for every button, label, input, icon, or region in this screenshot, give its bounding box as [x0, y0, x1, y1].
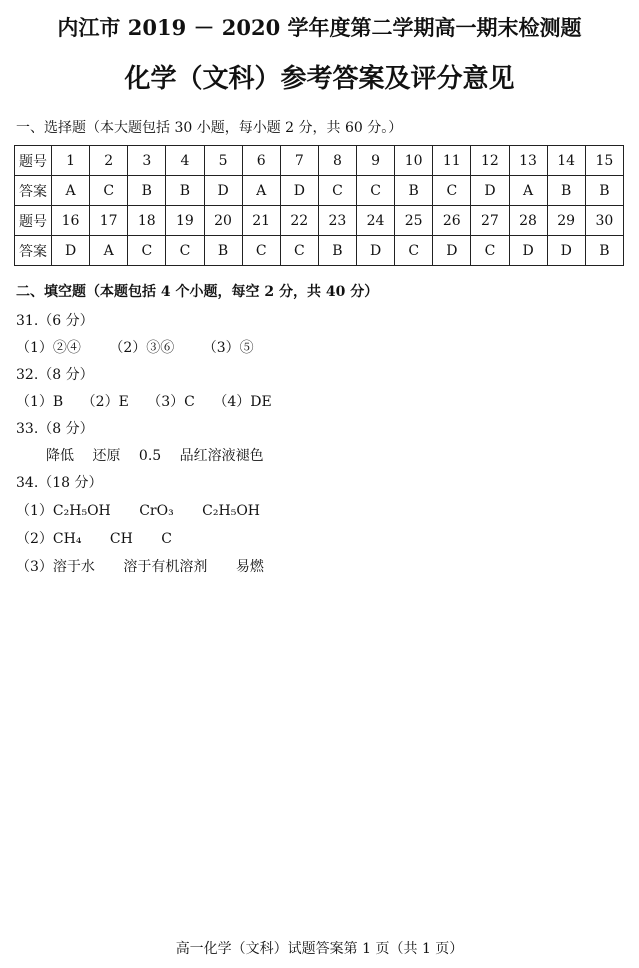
table-cell: 30 — [585, 206, 623, 236]
q32-part-4: （4）DE — [213, 394, 272, 410]
table-cell: D — [280, 176, 318, 206]
q32-answers — [16, 391, 272, 411]
table-cell: 9 — [357, 146, 395, 176]
table-cell: B — [547, 176, 585, 206]
q34-line-3-answer-1: 溶于水 — [52, 559, 95, 575]
exam-title: 内江市 2019 － 2020 学年度第二学期高一期末检测题 — [57, 15, 582, 40]
table-cell: 4 — [166, 146, 204, 176]
q34-line-2-answer-1: CH₄ — [52, 531, 82, 547]
q32-part-1: （1）B — [16, 394, 64, 410]
table-cell: 2 — [90, 146, 128, 176]
table-row — [15, 236, 624, 266]
q32-part-3: （3）C — [147, 394, 195, 410]
q34-header: 34.（18 分） — [16, 475, 103, 491]
q34-line-2-answer-2: CH — [109, 531, 133, 547]
q33-answer-4: 品红溶液褪色 — [179, 448, 264, 464]
table-cell: C — [471, 236, 509, 266]
table-cell: C — [395, 236, 433, 266]
table-cell: 29 — [547, 206, 585, 236]
table-cell: 24 — [357, 206, 395, 236]
q31-part-1: （1）②④ — [16, 340, 81, 356]
table-cell: 28 — [509, 206, 547, 236]
page-footer: 高一化学（文科）试题答案第 1 页（共 1 页） — [175, 941, 464, 957]
table-cell: 1 — [52, 146, 90, 176]
table-cell: C — [128, 236, 166, 266]
table-cell: A — [52, 176, 90, 206]
table-cell: 18 — [128, 206, 166, 236]
q34-line-2 — [16, 528, 172, 548]
q32-header: 32.（8 分） — [16, 367, 94, 383]
table-cell: D — [509, 236, 547, 266]
q31-header: 31.（6 分） — [16, 313, 94, 329]
q34-line-3 — [16, 556, 264, 576]
table-cell: B — [318, 236, 356, 266]
table-cell: 12 — [471, 146, 509, 176]
row-label: 答案 — [15, 176, 52, 206]
table-cell: C — [318, 176, 356, 206]
table-cell: B — [166, 176, 204, 206]
table-cell: C — [280, 236, 318, 266]
q34-line-1-answer-3: C₂H₅OH — [202, 503, 261, 519]
multiple-choice-answer-table — [14, 145, 624, 266]
table-cell: 8 — [318, 146, 356, 176]
table-cell: C — [166, 236, 204, 266]
table-cell: D — [357, 236, 395, 266]
q31-answers — [16, 337, 254, 357]
q31-part-3: （3）⑤ — [202, 340, 254, 356]
q33-answer-2: 还原 — [92, 448, 121, 464]
q33-answer-3: 0.5 — [138, 448, 162, 464]
table-cell: A — [509, 176, 547, 206]
table-cell: 27 — [471, 206, 509, 236]
q34-line-2-prefix: （2） — [16, 531, 53, 547]
table-cell: 7 — [280, 146, 318, 176]
table-cell: 19 — [166, 206, 204, 236]
table-cell: B — [395, 176, 433, 206]
table-cell: 11 — [433, 146, 471, 176]
table-cell: B — [204, 236, 242, 266]
q33-header: 33.（8 分） — [16, 421, 94, 437]
table-cell: D — [433, 236, 471, 266]
table-cell: 3 — [128, 146, 166, 176]
answer-key-title: 化学（文科）参考答案及评分意见 — [124, 64, 515, 94]
table-cell: 14 — [547, 146, 585, 176]
table-row — [15, 206, 624, 236]
section-2-heading: 二、填空题（本题包括 4 个小题，每空 2 分，共 40 分） — [16, 284, 379, 300]
table-cell: 22 — [280, 206, 318, 236]
table-cell: 13 — [509, 146, 547, 176]
q34-line-1-answer-2: CrO₃ — [139, 503, 174, 519]
q32-part-2: （2）E — [81, 394, 129, 410]
q34-line-1-answer-1: C₂H₅OH — [52, 503, 111, 519]
table-cell: 21 — [242, 206, 280, 236]
section-1-heading: 一、选择题（本大题包括 30 小题，每小题 2 分，共 60 分。） — [16, 120, 403, 136]
table-cell: 23 — [318, 206, 356, 236]
q34-line-2-answer-3: C — [161, 531, 173, 547]
table-cell: 16 — [52, 206, 90, 236]
q34-line-3-answer-2: 溶于有机溶剂 — [123, 559, 208, 575]
table-cell: 15 — [585, 146, 623, 176]
table-cell: A — [90, 236, 128, 266]
row-label: 题号 — [15, 206, 52, 236]
table-cell: A — [242, 176, 280, 206]
q34-line-3-prefix: （3） — [16, 559, 53, 575]
table-cell: 6 — [242, 146, 280, 176]
table-row — [15, 146, 624, 176]
table-cell: D — [204, 176, 242, 206]
q34-line-1 — [16, 500, 260, 520]
table-cell: D — [52, 236, 90, 266]
q34-line-3-answer-3: 易燃 — [235, 559, 264, 575]
table-cell: B — [128, 176, 166, 206]
table-cell: 26 — [433, 206, 471, 236]
table-cell: B — [585, 176, 623, 206]
q31-part-2: （2）③⑥ — [109, 340, 175, 356]
table-cell: 25 — [395, 206, 433, 236]
row-label: 题号 — [15, 146, 52, 176]
table-cell: C — [242, 236, 280, 266]
table-cell: 17 — [90, 206, 128, 236]
table-cell: C — [357, 176, 395, 206]
q34-line-1-prefix: （1） — [16, 503, 53, 519]
table-cell: 5 — [204, 146, 242, 176]
q33-answer-1: 降低 — [46, 448, 74, 464]
table-row — [15, 176, 624, 206]
table-cell: C — [90, 176, 128, 206]
table-cell: B — [585, 236, 623, 266]
table-cell: 20 — [204, 206, 242, 236]
q33-answers — [46, 445, 264, 465]
table-cell: D — [471, 176, 509, 206]
table-cell: C — [433, 176, 471, 206]
table-cell: D — [547, 236, 585, 266]
row-label: 答案 — [15, 236, 52, 266]
table-cell: 10 — [395, 146, 433, 176]
